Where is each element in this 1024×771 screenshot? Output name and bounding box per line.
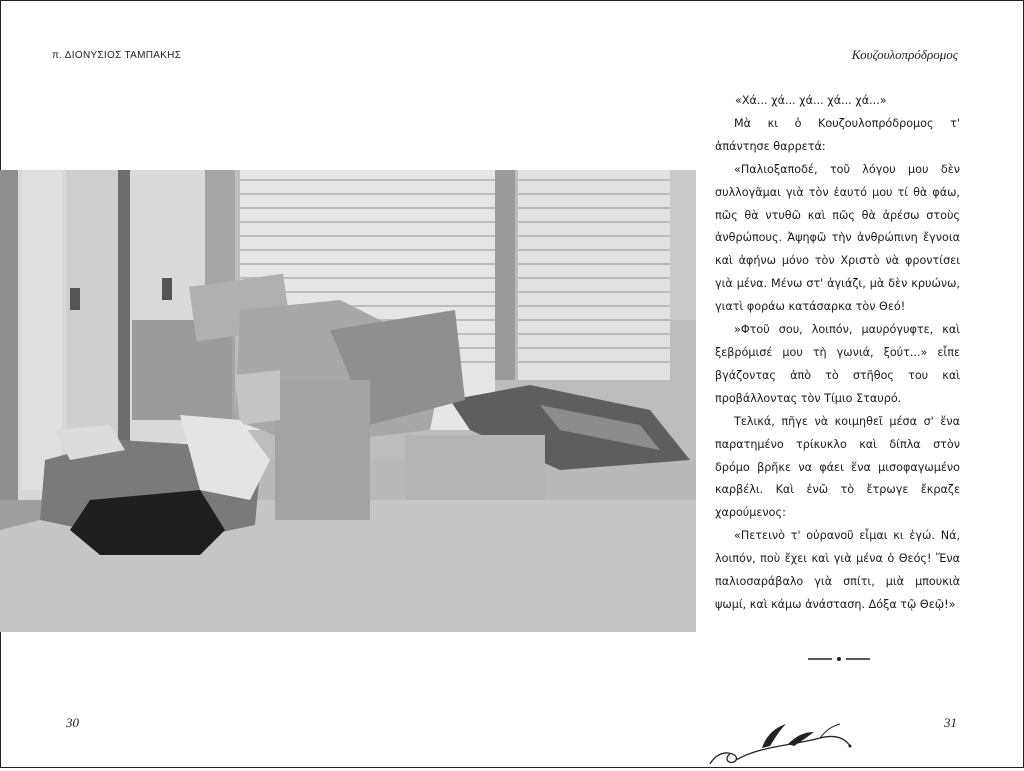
left-running-head: π. ΔΙΟΝΥΣΙΟΣ ΤΑΜΠΑΚΗΣ	[52, 50, 182, 61]
photo-cardboard-boxes	[0, 170, 696, 632]
page-number-right: 31	[944, 715, 957, 730]
right-running-head: Κουζουλοπρόδρομος	[851, 47, 958, 62]
paragraph: «Πετεινὸ τ' οὐρανοῦ εἶμαι κι ἐγώ. Νά, λοιπόν, ποὺ ἔχει καὶ γιὰ μένα ὁ Θεός! Ἕνα παλιοσαράβαλο γιὰ σπίτι, μιὰ μπουκιὰ ψωμί, καὶ κάμω ἀνάσταση. Δόξα τῷ Θεῷ!»	[715, 529, 960, 611]
paragraph: «Παλιοξαποδέ, τοῦ λόγου μου δὲν συλλογᾶμαι γιὰ τὸν ἑαυτό μου τί θὰ φάω, πῶς θὰ ντυθῶ καὶ πῶς θὰ ἀρέσω στοὺς ἀνθρώπους. Ἀψηφῶ τὴν ἀνθρώπινη ἔγνοια καὶ ἀφήνω μόνο τὸν Χριστὸ νὰ φροντίσει γιὰ μένα. Μένω στ' ἀγιάζι, μὰ δὲν κρυώνω, γιατὶ φοράω κατάσαρκα τὸν Θεό!	[715, 162, 960, 314]
section-end-dash-dot-icon	[808, 651, 870, 669]
photo-illustration	[0, 170, 696, 632]
body-text	[715, 90, 960, 617]
paragraph: Μὰ κι ὁ Κουζουλοπρόδρομος τ' ἀπάντησε θαρρετά:	[715, 116, 960, 153]
paragraph: «Χά... χά... χά... χά... χά...»	[735, 94, 887, 107]
paragraph: Τελικά, πῆγε νὰ κοιμηθεῖ μέσα σ' ἕνα παρατημένο τρίκυκλο καὶ δίπλα στὸν δρόμο βρῆκε να φάει ἕνα μισοφαγωμένο καρβέλι. Καὶ ἐνῶ τὸ ἔτρωγε ἔκραζε χαρούμενος:	[715, 414, 960, 520]
page-number-left: 30	[66, 715, 79, 730]
floral-flourish-icon	[700, 716, 860, 771]
paragraph: »Φτοῦ σου, λοιπόν, μαυρόγυφτε, καὶ ξεβρόμισέ μου τὴ γωνιά, ξούτ...» εἶπε βγάζοντας ἀπὸ τὸ στῆθος του καὶ προβάλλοντας τὸν Τίμιο Σταυρό.	[715, 323, 960, 405]
